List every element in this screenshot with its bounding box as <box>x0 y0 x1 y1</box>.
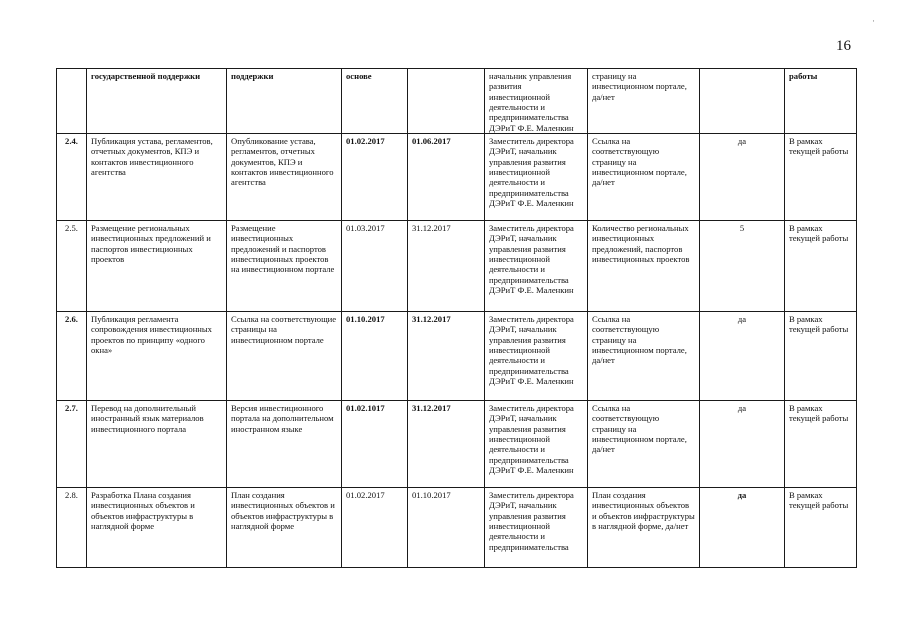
measure-name: Публикация регламента сопровождения инвестиционных проектов по принципу «одного окна» <box>87 312 227 401</box>
responsible-person: Заместитель директора ДЭРиТ, начальник управления развития инвестиционной деятельности и предпринимательства ДЭРиТ Ф.Е. Маленкин <box>485 312 588 401</box>
corner-mark: · <box>872 16 875 26</box>
target-value: да <box>700 312 785 401</box>
measure-name: государственной поддержки <box>87 69 227 134</box>
target-value: да <box>700 488 785 568</box>
responsible-person: Заместитель директора ДЭРиТ, начальник управления развития инвестиционной деятельности и предпринимательства ДЭРиТ Ф.Е. Маленкин <box>485 134 588 221</box>
expected-result: Ссылка на соответствующие страницы на инвестиционном портале <box>227 312 342 401</box>
action-plan-table <box>56 68 857 568</box>
end-date: 31.12.2017 <box>408 221 485 312</box>
measure-name: Размещение региональных инвестиционных предложений и паспортов инвестиционных проектов <box>87 221 227 312</box>
row-number <box>57 69 87 134</box>
performance-indicator: Ссылка на соответствующую страницу на инвестиционном портале, да/нет <box>588 134 700 221</box>
expected-result: Размещение инвестиционных предложений и паспортов инвестиционных проектов на инвестиционном портале <box>227 221 342 312</box>
funding-source: работы <box>785 69 857 134</box>
table-row <box>57 69 857 134</box>
page-number: 16 <box>836 38 851 54</box>
row-number: 2.8. <box>57 488 87 568</box>
end-date: 01.06.2017 <box>408 134 485 221</box>
start-date: 01.03.2017 <box>342 221 408 312</box>
start-date: 01.02.2017 <box>342 488 408 568</box>
row-number: 2.5. <box>57 221 87 312</box>
target-value: да <box>700 134 785 221</box>
measure-name: Разработка Плана создания инвестиционных объектов и объектов инфраструктуры в наглядной форме <box>87 488 227 568</box>
performance-indicator: Количество региональных инвестиционных предложений, паспортов инвестиционных проектов <box>588 221 700 312</box>
table-row <box>57 312 857 401</box>
start-date: основе <box>342 69 408 134</box>
target-value: да <box>700 401 785 488</box>
expected-result: Опубликование устава, регламентов, отчетных документов, КПЭ и контактов инвестиционного агентства <box>227 134 342 221</box>
row-number: 2.6. <box>57 312 87 401</box>
responsible-person: начальник управления развития инвестиционной деятельности и предпринимательства ДЭРиТ Ф.Е. Маленкин <box>485 69 588 134</box>
performance-indicator: План создания инвестиционных объектов и объектов инфраструктуры в наглядной форме, да/нет <box>588 488 700 568</box>
funding-source: В рамках текущей работы <box>785 488 857 568</box>
table-row <box>57 401 857 488</box>
measure-name: Перевод на дополнительный иностранный язык материалов инвестиционного портала <box>87 401 227 488</box>
performance-indicator: страницу на инвестиционном портале, да/нет <box>588 69 700 134</box>
funding-source: В рамках текущей работы <box>785 401 857 488</box>
target-value <box>700 69 785 134</box>
end-date: 31.12.2017 <box>408 401 485 488</box>
end-date: 01.10.2017 <box>408 488 485 568</box>
table-row <box>57 488 857 568</box>
expected-result: поддержки <box>227 69 342 134</box>
responsible-person: Заместитель директора ДЭРиТ, начальник управления развития инвестиционной деятельности и предпринимательства ДЭРиТ Ф.Е. Маленкин <box>485 401 588 488</box>
start-date: 01.02.1017 <box>342 401 408 488</box>
funding-source: В рамках текущей работы <box>785 134 857 221</box>
table-row <box>57 134 857 221</box>
row-number: 2.7. <box>57 401 87 488</box>
responsible-person: Заместитель директора ДЭРиТ, начальник управления развития инвестиционной деятельности и предпринимательства <box>485 488 588 568</box>
funding-source: В рамках текущей работы <box>785 221 857 312</box>
end-date: 31.12.2017 <box>408 312 485 401</box>
row-number: 2.4. <box>57 134 87 221</box>
expected-result: Версия инвестиционного портала на дополнительном иностранном языке <box>227 401 342 488</box>
target-value: 5 <box>700 221 785 312</box>
funding-source: В рамках текущей работы <box>785 312 857 401</box>
expected-result: План создания инвестиционных объектов и объектов инфраструктуры в наглядной форме <box>227 488 342 568</box>
end-date <box>408 69 485 134</box>
start-date: 01.10.2017 <box>342 312 408 401</box>
performance-indicator: Ссылка на соответствующую страницу на инвестиционном портале, да/нет <box>588 401 700 488</box>
start-date: 01.02.2017 <box>342 134 408 221</box>
measure-name: Публикация устава, регламентов, отчетных документов, КПЭ и контактов инвестиционного агентства <box>87 134 227 221</box>
responsible-person: Заместитель директора ДЭРиТ, начальник управления развития инвестиционной деятельности и предпринимательства ДЭРиТ Ф.Е. Маленкин <box>485 221 588 312</box>
table-row <box>57 221 857 312</box>
performance-indicator: Ссылка на соответствующую страницу на инвестиционном портале, да/нет <box>588 312 700 401</box>
